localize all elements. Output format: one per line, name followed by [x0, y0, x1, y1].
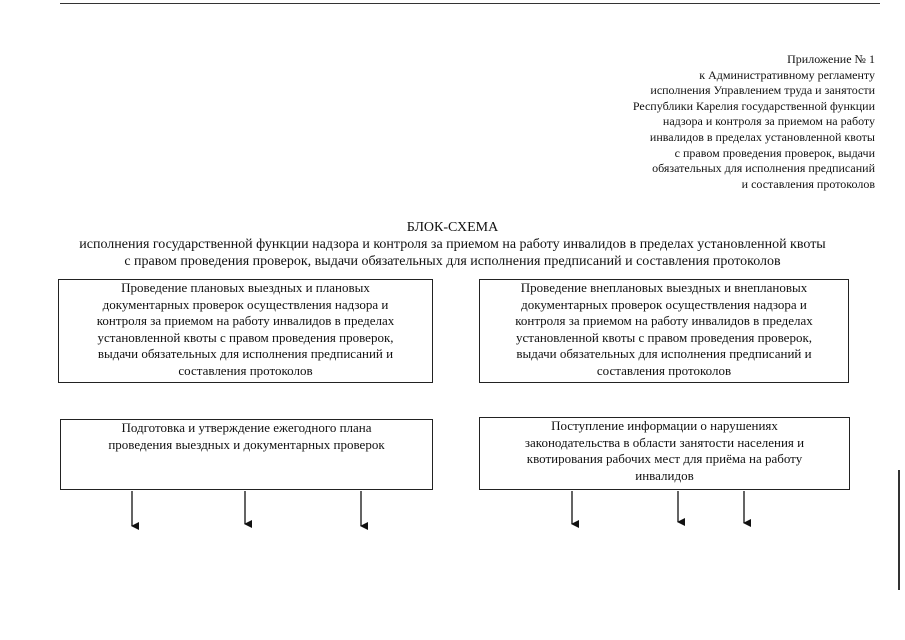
- box-line: Проведение плановых выездных и плановых: [121, 280, 370, 295]
- box-line: Подготовка и утверждение ежегодного плана: [121, 420, 372, 435]
- document-title: БЛОК-СХЕМА: [406, 220, 499, 235]
- box-line: установленной квоты с правом проведения проверок,: [97, 329, 394, 345]
- document-subtitle-line: исполнения государственной функции надзора и контроля за приемом на работу инвалидов в пределах установленной квоты: [79, 237, 826, 252]
- appendix-line: к Административному регламенту: [699, 67, 875, 82]
- appendix-line: исполнения Управлением труда и занятости: [650, 83, 875, 98]
- appendix-line: и составления протоколов: [741, 176, 875, 191]
- box-line: выдачи обязательных для исполнения предписаний и: [97, 346, 394, 361]
- box-line: документарных проверок осуществления надзора и: [521, 296, 807, 312]
- appendix-line: инвалидов в пределах установленной квоты: [649, 129, 875, 144]
- box-line: контроля за приемом на работу инвалидов в пределах: [96, 313, 395, 328]
- appendix-line: обязательных для исполнения предписаний: [652, 161, 875, 176]
- appendix-line: Приложение № 1: [787, 52, 875, 66]
- box-line: квотирования рабочих мест для приёма на работу: [526, 451, 803, 466]
- box-line: Проведение внеплановых выездных и внеплановых: [520, 280, 808, 295]
- appendix-line: Республики Карелия государственной функции: [632, 98, 875, 113]
- box-line: установленной квоты с правом проведения проверок,: [515, 329, 813, 345]
- box-line: документарных проверок осуществления надзора и: [102, 296, 389, 312]
- box-line: контроля за приемом на работу инвалидов в пределах: [515, 313, 813, 328]
- document-subtitle-line: с правом проведения проверок, выдачи обязательных для исполнения предписаний и составления протоколов: [124, 254, 781, 269]
- box-line: проведения выездных и документарных проверок: [108, 436, 385, 452]
- appendix-line: надзора и контроля за приемом на работу: [662, 114, 875, 129]
- box-line: Поступление информации о нарушениях: [551, 418, 778, 433]
- box-line: составления протоколов: [596, 362, 732, 378]
- box-line: выдачи обязательных для исполнения предписаний и: [516, 346, 812, 361]
- box-line: составления протоколов: [178, 362, 313, 378]
- box-line: законодательства в области занятости населения и: [524, 434, 805, 450]
- appendix-line: с правом проведения проверок, выдачи: [674, 145, 875, 160]
- box-line: инвалидов: [635, 467, 694, 483]
